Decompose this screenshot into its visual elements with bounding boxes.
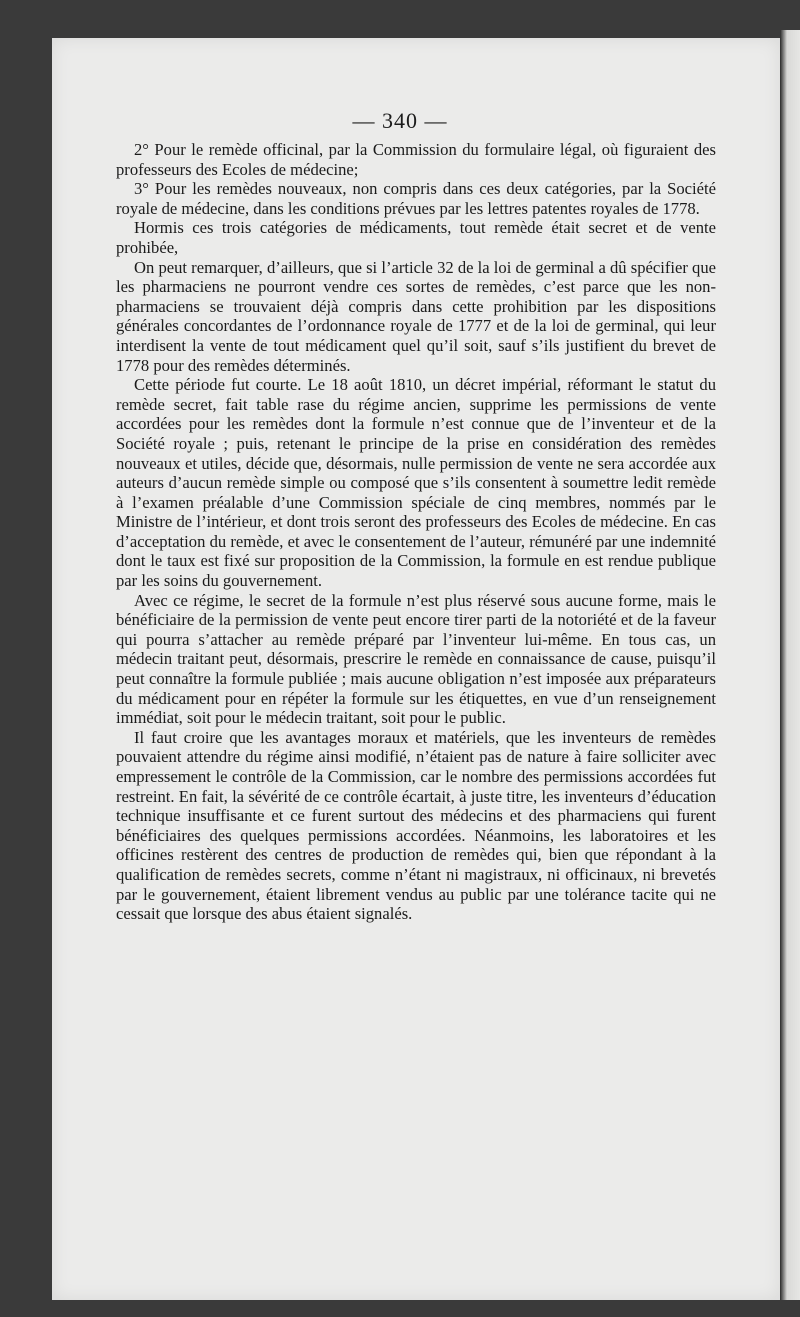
page-number: — 340 —: [352, 108, 448, 133]
paragraph: Il faut croire que les avantages moraux et matériels, que les inventeurs de remèdes pouvaient attendre du régime ainsi modifié, n’étaient pas de nature à faire solliciter avec empressement le contrôle de la Commission, car le nombre des permissions accordées fut restreint. En fait, la sévérité de ce contrôle écartait, à juste titre, les inventeurs d’éducation technique insuffisante et ce furent surtout des médecins et des pharmaciens qui furent bénéficiaires des quelques permissions accordées. Néanmoins, les laboratoires et les officines restèrent des centres de production de remèdes qui, bien que répondant à la qualification de remèdes secrets, comme n’étant ni magistraux, ni officinaux, ni brevetés par le gouvernement, étaient librement vendus au public par une tolérance tacite qui ne cessait que lorsque des abus étaient signalés.: [116, 727, 716, 924]
body-text: [116, 140, 716, 924]
paragraph: Cette période fut courte. Le 18 août 1810, un décret impérial, réformant le statut du remède secret, fait table rase du régime ancien, supprime les permissions de vente accordées pour les remèdes dont la formule n’est connue que de l’inventeur et de la Société royale ; puis, retenant le principe de la prise en considération des remèdes nouveaux et utiles, décide que, désormais, nulle permission de vente ne sera accordée aux auteurs d’aucun remède simple ou composé que s’ils consentent à soumettre ledit remède à l’examen préalable d’une Commission spéciale de cinq membres, nommés par le Ministre de l’intérieur, et dont trois seront des professeurs des Ecoles de médecine. En cas d’acceptation du remède, et avec le consentement de l’auteur, rémunéré par une indemnité dont le taux est fixé sur proposition de la Commission, la formule en est rendue publique par les soins du gouvernement.: [116, 375, 716, 591]
paragraph: Avec ce régime, le secret de la formule n’est plus réservé sous aucune forme, mais le bénéficiaire de la permission de vente peut encore tirer parti de la notoriété et de la faveur qui pourra s’attacher au remède préparé par l’inventeur lui-même. En tous cas, un médecin traitant peut, désormais, prescrire le remède en connaissance de cause, puisqu’il peut connaître la formule publiée ; mais aucune obligation n’est imposée aux préparateurs du médicament pour en répéter la formule sur les étiquettes, en vue d’un renseignement immédiat, soit pour le médecin traitant, soit pour le public.: [116, 590, 716, 728]
paragraph: 2° Pour le remède officinal, par la Commission du formulaire légal, où figuraient des professeurs des Ecoles de médecine;: [116, 140, 716, 179]
paragraph: On peut remarquer, d’ailleurs, que si l’article 32 de la loi de germinal a dû spécifier que les pharmaciens ne pourront vendre ces sortes de remèdes, c’est parce que les non-pharmaciens se trouvaient déjà compris dans cette prohibition par les dispositions générales concordantes de l’ordonnance royale de 1777 et de la loi de germinal, qui leur interdisent la vente de tout médicament quel qu’il soit, sauf s’ils justifient du brevet de 1778 pour des remèdes déterminés.: [116, 257, 716, 375]
paragraph: 3° Pour les remèdes nouveaux, non compris dans ces deux catégories, par la Société royale de médecine, dans les conditions prévues par les lettres patentes royales de 1778.: [116, 179, 716, 218]
page-edge: [780, 30, 800, 1300]
paragraph: Hormis ces trois catégories de médicaments, tout remède était secret et de vente prohibée,: [116, 218, 716, 257]
